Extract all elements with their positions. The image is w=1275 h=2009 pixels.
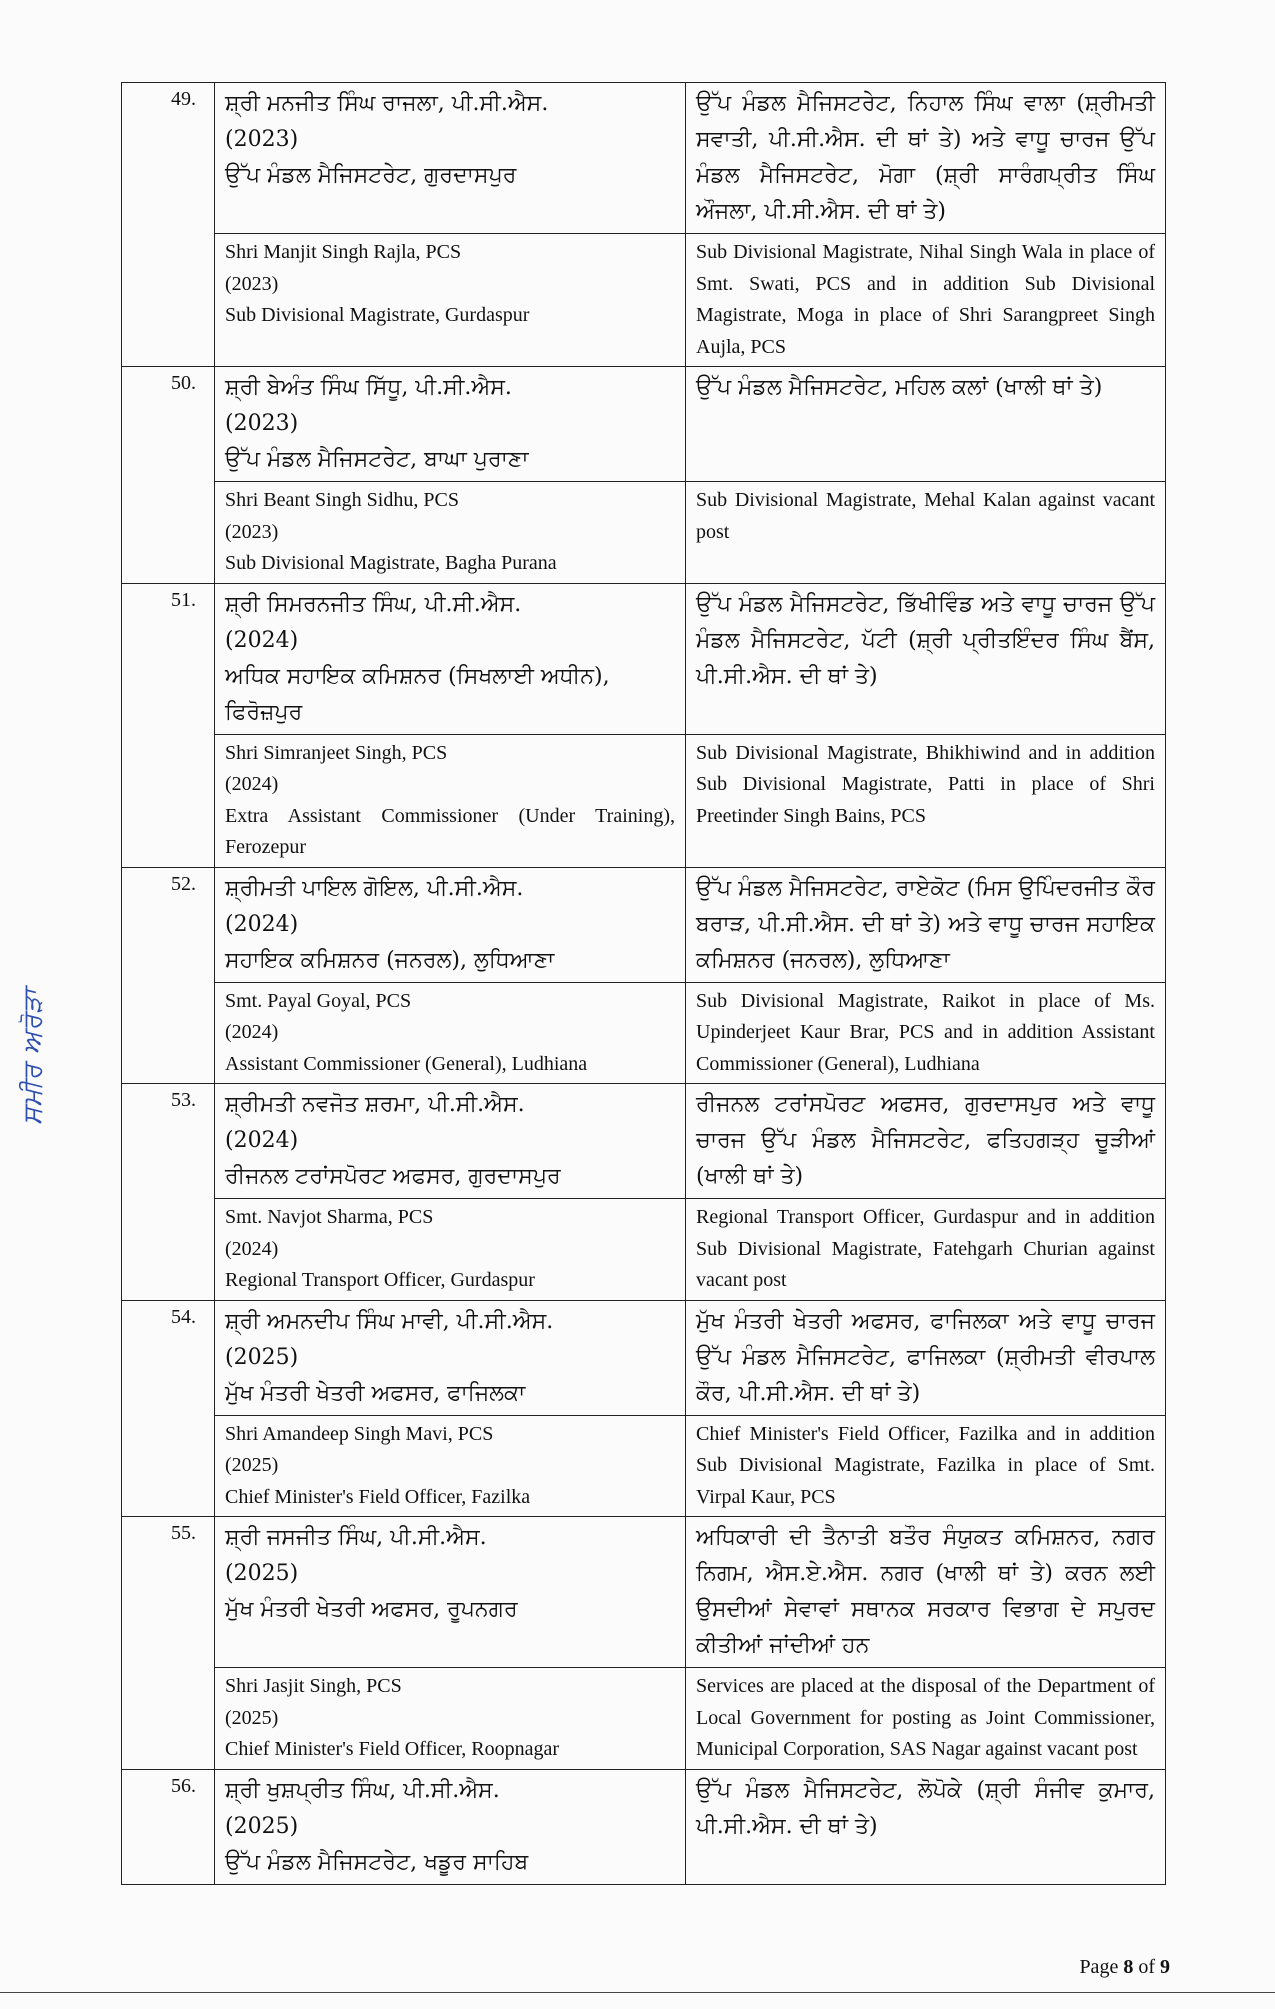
table-row-english	[122, 1668, 1166, 1770]
officer-name-english	[215, 234, 686, 367]
name-line: ਸ਼੍ਰੀ ਖੁਸ਼ਪ੍ਰੀਤ ਸਿੰਘ, ਪੀ.ਸੀ.ਐਸ.	[225, 1777, 500, 1803]
name-line: ਸ਼੍ਰੀ ਅਮਨਦੀਪ ਸਿੰਘ ਮਾਵੀ, ਪੀ.ਸੀ.ਐਸ.	[225, 1308, 554, 1334]
name-line: ਸ਼੍ਰੀਮਤੀ ਨਵਜੋਤ ਸ਼ਰਮਾ, ਪੀ.ਸੀ.ਐਸ.	[225, 1092, 525, 1117]
name-line: Shri Manjit Singh Rajla, PCS	[225, 241, 462, 263]
officer-name-punjabi	[215, 367, 686, 482]
name-line: Sub Divisional Magistrate, Bagha Purana	[225, 552, 557, 574]
name-line: ਸ਼੍ਰੀ ਮਨਜੀਤ ਸਿੰਘ ਰਾਜਲਾ, ਪੀ.ਸੀ.ਐਸ.	[225, 91, 549, 116]
signature-text: ਸਮੀਰ ਅਰੋੜਾ	[18, 988, 48, 1125]
new-posting-english: Sub Divisional Magistrate, Nihal Singh Wala in place of Smt. Swati, PCS and in addition Sub Divisional Magistrate, Moga in place of Shri Sarangpreet Singh Aujla, PCS	[686, 234, 1166, 367]
officer-name-punjabi	[215, 583, 686, 734]
name-line: (2025)	[225, 1344, 299, 1370]
name-line: ਸਹਾਇਕ ਕਮਿਸ਼ਨਰ (ਜਨਰਲ), ਲੁਧਿਆਣਾ	[225, 947, 555, 973]
table-row-english	[122, 734, 1166, 867]
new-posting-punjabi: ਅਧਿਕਾਰੀ ਦੀ ਤੈਨਾਤੀ ਬਤੌਰ ਸੰਯੁਕਤ ਕਮਿਸ਼ਨਰ, ਨਗਰ ਨਿਗਮ, ਐਸ.ਏ.ਐਸ. ਨਗਰ (ਖਾਲੀ ਥਾਂ ਤੇ) ਕਰਨ ਲਈ ਉਸਦੀਆਂ ਸੇਵਾਵਾਂ ਸਥਾਨਕ ਸਰਕਾਰ ਵਿਭਾਗ ਦੇ ਸਪੁਰਦ ਕੀਤੀਆਂ ਜਾਂਦੀਆਂ ਹਨ	[686, 1517, 1166, 1668]
serial-number: 51.	[122, 583, 215, 867]
table-row-punjabi	[122, 1517, 1166, 1668]
serial-number: 54.	[122, 1300, 215, 1517]
new-posting-english: Services are placed at the disposal of the Department of Local Government for posting as Joint Commissioner, Municipal Corporation, SAS Nagar against vacant post	[686, 1668, 1166, 1770]
serial-number: 52.	[122, 867, 215, 1084]
name-line: Shri Simranjeet Singh, PCS	[225, 741, 448, 764]
page-separator: of	[1138, 1956, 1155, 1978]
name-line: ਮੁੱਖ ਮੰਤਰੀ ਖੇਤਰੀ ਅਫਸਰ, ਫਾਜਿਲਕਾ	[225, 1380, 526, 1406]
officer-name-english	[215, 1199, 686, 1301]
name-line: ਸ਼੍ਰੀ ਸਿਮਰਨਜੀਤ ਸਿੰਘ, ਪੀ.ਸੀ.ਐਸ.	[225, 591, 522, 617]
name-line: ਸ਼੍ਰੀਮਤੀ ਪਾਇਲ ਗੋਇਲ, ਪੀ.ਸੀ.ਐਸ.	[225, 875, 524, 901]
table-row-english	[122, 482, 1166, 584]
name-line: ਸ਼੍ਰੀ ਜਸਜੀਤ ਸਿੰਘ, ਪੀ.ਸੀ.ਐਸ.	[225, 1525, 487, 1550]
serial-number: 53.	[122, 1084, 215, 1301]
new-posting-english: Sub Divisional Magistrate, Raikot in place of Ms. Upinderjeet Kaur Brar, PCS and in addition Assistant Commissioner (General), Ludhiana	[686, 982, 1166, 1084]
name-line: Shri Jasjit Singh, PCS	[225, 1675, 402, 1697]
serial-number: 49.	[122, 83, 215, 367]
table-row-punjabi	[122, 583, 1166, 734]
name-line: (2025)	[225, 1813, 299, 1839]
name-line: (2024)	[225, 1128, 299, 1153]
officer-name-english	[215, 734, 686, 867]
transfer-orders-table	[121, 82, 1166, 1885]
handwritten-signature	[18, 988, 49, 1125]
name-line: Regional Transport Officer, Gurdaspur	[225, 1269, 535, 1291]
officer-name-punjabi	[215, 83, 686, 234]
name-line: (2023)	[225, 127, 299, 152]
serial-number: 55.	[122, 1517, 215, 1770]
name-line: ਮੁੱਖ ਮੰਤਰੀ ਖੇਤਰੀ ਅਫਸਰ, ਰੂਪਨਗਰ	[225, 1597, 518, 1622]
table-row-english	[122, 1415, 1166, 1517]
new-posting-punjabi: ਉੱਪ ਮੰਡਲ ਮੈਜਿਸਟਰੇਟ, ਰਾਏਕੋਟ (ਮਿਸ ਉਪਿੰਦਰਜੀਤ ਕੌਰ ਬਰਾੜ, ਪੀ.ਸੀ.ਐਸ. ਦੀ ਥਾਂ ਤੇ) ਅਤੇ ਵਾਧੂ ਚਾਰਜ ਸਹਾਇਕ ਕਮਿਸ਼ਨਰ (ਜਨਰਲ), ਲੁਧਿਆਣਾ	[686, 867, 1166, 982]
name-line: ਸ਼੍ਰੀ ਬੇਅੰਤ ਸਿੰਘ ਸਿੱਧੂ, ਪੀ.ਸੀ.ਐਸ.	[225, 375, 512, 400]
table-row-english	[122, 234, 1166, 367]
new-posting-punjabi: ਉੱਪ ਮੰਡਲ ਮੈਜਿਸਟਰੇਟ, ਲੋਪੋਕੇ (ਸ਼੍ਰੀ ਸੰਜੀਵ ਕੁਮਾਰ, ਪੀ.ਸੀ.ਐਸ. ਦੀ ਥਾਂ ਤੇ)	[686, 1769, 1166, 1884]
table-row-punjabi	[122, 867, 1166, 982]
name-line: Sub Divisional Magistrate, Gurdaspur	[225, 304, 530, 326]
name-line: (2024)	[225, 1237, 279, 1260]
name-line: (2023)	[225, 520, 279, 543]
officer-name-english	[215, 482, 686, 584]
table-row-english	[122, 1199, 1166, 1301]
table-row-punjabi	[122, 1084, 1166, 1199]
name-line: (2024)	[225, 1021, 279, 1043]
officer-name-english	[215, 1668, 686, 1770]
name-line: (2025)	[225, 1454, 279, 1476]
officer-name-punjabi	[215, 1300, 686, 1415]
name-line: ਉੱਪ ਮੰਡਲ ਮੈਜਿਸਟਰੇਟ, ਖਡੂਰ ਸਾਹਿਬ	[225, 1849, 529, 1875]
page-current: 8	[1123, 1956, 1134, 1978]
officer-name-english	[215, 982, 686, 1084]
name-line: (2024)	[225, 911, 299, 937]
officer-name-punjabi	[215, 1769, 686, 1884]
serial-number: 56.	[122, 1769, 215, 1884]
officer-name-punjabi	[215, 1517, 686, 1668]
new-posting-punjabi: ਉੱਪ ਮੰਡਲ ਮੈਜਿਸਟਰੇਟ, ਭਿੱਖੀਵਿੰਡ ਅਤੇ ਵਾਧੂ ਚਾਰਜ ਉੱਪ ਮੰਡਲ ਮੈਜਿਸਟਰੇਟ, ਪੱਟੀ (ਸ਼੍ਰੀ ਪ੍ਰੀਤਇੰਦਰ ਸਿੰਘ ਬੈਂਸ, ਪੀ.ਸੀ.ਐਸ. ਦੀ ਥਾਂ ਤੇ)	[686, 583, 1166, 734]
name-line: (2024)	[225, 773, 279, 795]
footer-divider	[0, 1992, 1275, 1993]
name-line: Extra Assistant Commissioner (Under Training), Ferozepur	[225, 804, 675, 858]
new-posting-english: Chief Minister's Field Officer, Fazilka and in addition Sub Divisional Magistrate, Fazilka in place of Smt. Virpal Kaur, PCS	[686, 1415, 1166, 1517]
page-prefix: Page	[1079, 1956, 1119, 1978]
new-posting-english: Sub Divisional Magistrate, Bhikhiwind and in addition Sub Divisional Magistrate, Patti in place of Shri Preetinder Singh Bains, PCS	[686, 734, 1166, 867]
name-line: (2023)	[225, 411, 299, 436]
table-row-punjabi	[122, 367, 1166, 482]
page-number	[1079, 1956, 1170, 1979]
name-line: Chief Minister's Field Officer, Fazilka	[225, 1485, 531, 1508]
name-line: Chief Minister's Field Officer, Roopnagar	[225, 1738, 560, 1760]
officer-name-punjabi	[215, 867, 686, 982]
name-line: (2025)	[225, 1706, 279, 1729]
new-posting-english: Regional Transport Officer, Gurdaspur and in addition Sub Divisional Magistrate, Fatehgarh Churian against vacant post	[686, 1199, 1166, 1301]
table-row-punjabi	[122, 83, 1166, 234]
name-line: Smt. Payal Goyal, PCS	[225, 989, 412, 1012]
new-posting-english: Sub Divisional Magistrate, Mehal Kalan against vacant post	[686, 482, 1166, 584]
new-posting-punjabi: ਉੱਪ ਮੰਡਲ ਮੈਜਿਸਟਰੇਟ, ਮਹਿਲ ਕਲਾਂ (ਖਾਲੀ ਥਾਂ ਤੇ)	[686, 367, 1166, 482]
name-line: Shri Beant Singh Sidhu, PCS	[225, 489, 459, 511]
name-line: (2025)	[225, 1561, 299, 1586]
name-line: ਰੀਜਨਲ ਟਰਾਂਸਪੋਰਟ ਅਫਸਰ, ਗੁਰਦਾਸਪੁਰ	[225, 1164, 561, 1189]
table-body	[122, 83, 1166, 1885]
name-line: Shri Amandeep Singh Mavi, PCS	[225, 1422, 494, 1445]
new-posting-punjabi: ਰੀਜਨਲ ਟਰਾਂਸਪੋਰਟ ਅਫਸਰ, ਗੁਰਦਾਸਪੁਰ ਅਤੇ ਵਾਧੂ ਚਾਰਜ ਉੱਪ ਮੰਡਲ ਮੈਜਿਸਟਰੇਟ, ਫਤਿਹਗੜ੍ਹ ਚੂੜੀਆਂ (ਖਾਲੀ ਥਾਂ ਤੇ)	[686, 1084, 1166, 1199]
name-line: Smt. Navjot Sharma, PCS	[225, 1206, 434, 1228]
table-row-punjabi	[122, 1300, 1166, 1415]
name-line: (2024)	[225, 627, 299, 653]
name-line: ਅਧਿਕ ਸਹਾਇਕ ਕਮਿਸ਼ਨਰ (ਸਿਖਲਾਈ ਅਧੀਨ), ਫਿਰੋਜ਼ਪੁਰ	[225, 663, 610, 725]
officer-name-punjabi	[215, 1084, 686, 1199]
name-line: (2023)	[225, 272, 279, 295]
serial-number: 50.	[122, 367, 215, 584]
officer-name-english	[215, 1415, 686, 1517]
name-line: ਉੱਪ ਮੰਡਲ ਮੈਜਿਸਟਰੇਟ, ਗੁਰਦਾਸਪੁਰ	[225, 163, 517, 188]
table-row-english	[122, 982, 1166, 1084]
table-row-punjabi	[122, 1769, 1166, 1884]
name-line: ਉੱਪ ਮੰਡਲ ਮੈਜਿਸਟਰੇਟ, ਬਾਘਾ ਪੁਰਾਣਾ	[225, 447, 529, 472]
new-posting-punjabi: ਉੱਪ ਮੰਡਲ ਮੈਜਿਸਟਰੇਟ, ਨਿਹਾਲ ਸਿੰਘ ਵਾਲਾ (ਸ਼੍ਰੀਮਤੀ ਸਵਾਤੀ, ਪੀ.ਸੀ.ਐਸ. ਦੀ ਥਾਂ ਤੇ) ਅਤੇ ਵਾਧੂ ਚਾਰਜ ਉੱਪ ਮੰਡਲ ਮੈਜਿਸਟਰੇਟ, ਮੋਗਾ (ਸ਼੍ਰੀ ਸਾਰੰਗਪ੍ਰੀਤ ਸਿੰਘ ਔਜਲਾ, ਪੀ.ਸੀ.ਐਸ. ਦੀ ਥਾਂ ਤੇ)	[686, 83, 1166, 234]
name-line: Assistant Commissioner (General), Ludhiana	[225, 1052, 588, 1075]
new-posting-punjabi: ਮੁੱਖ ਮੰਤਰੀ ਖੇਤਰੀ ਅਫਸਰ, ਫਾਜਿਲਕਾ ਅਤੇ ਵਾਧੂ ਚਾਰਜ ਉੱਪ ਮੰਡਲ ਮੈਜਿਸਟਰੇਟ, ਫਾਜਿਲਕਾ (ਸ਼੍ਰੀਮਤੀ ਵੀਰਪਾਲ ਕੌਰ, ਪੀ.ਸੀ.ਐਸ. ਦੀ ਥਾਂ ਤੇ)	[686, 1300, 1166, 1415]
page-total: 9	[1160, 1956, 1170, 1978]
